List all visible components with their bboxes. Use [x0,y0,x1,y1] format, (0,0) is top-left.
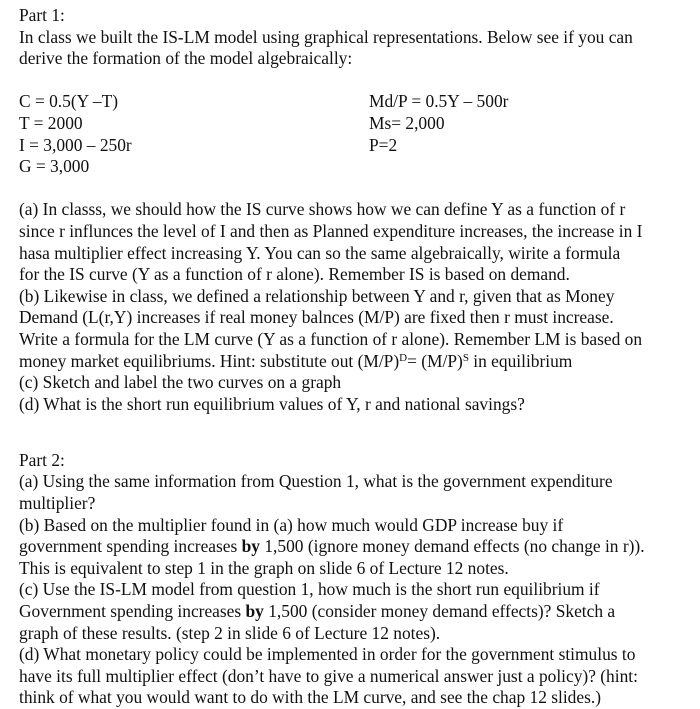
question-line: think of what you would want to do with the LM curve, and see the chap 12 slides.) [19,687,601,708]
question-line: graph of these results. (step 2 in slide 6 of Lecture 12 notes). [19,622,441,643]
part1-questions [19,199,689,415]
equation-taxes: T = 2000 [19,112,83,133]
question-line: (a) Using the same information from Question 1, what is the government expenditure [19,471,613,492]
part2-section [19,450,689,709]
question-line: (d) What monetary policy could be implemented in order for the government stimulus to [19,644,636,665]
part1-heading: Part 1: [19,5,65,25]
question-line: Government spending increases by 1,500 (consider money demand effects)? Sketch a [19,601,616,622]
question-line: multiplier? [19,493,96,514]
equation-government: G = 3,000 [19,156,90,177]
equation-money-demand: Md/P = 0.5Y – 500r [369,91,509,112]
part1-intro-line: derive the formation of the model algebraically: [19,48,353,69]
question-line: (c) Sketch and label the two curves on a graph [19,372,342,393]
question-line: This is equivalent to step 1 in the graph on slide 6 of Lecture 12 notes. [19,557,509,578]
equation-consumption: C = 0.5(Y –T) [19,91,119,112]
part1-intro-line: In class we built the IS-LM model using graphical representations. Below see if you can [19,26,633,47]
question-line: government spending increases by 1,500 (ignore money demand effects (no change in r)). [19,536,645,557]
question-line: since r influnces the level of I and then as Planned expenditure increases, the increase in I [19,220,643,241]
spacer [19,70,689,92]
document [19,5,689,709]
question-line: hasa multiplier effect increasing Y. You can so the same algebraically, wirite a formula [19,242,621,263]
spacer [19,437,689,450]
equations-block [19,91,689,177]
question-line: (b) Based on the multiplier found in (a) how much would GDP increase buy if [19,514,564,535]
question-line: have its full multiplier effect (don’t have to give a numerical answer just a policy)? (hint: [19,665,638,686]
question-line: (a) In classs, we should how the IS curve shows how we can define Y as a function of r [19,199,626,220]
hint-line: money market equilibriums. Hint: substitute out $(M/P)^D= (M/P)^S$ in equilibrium [19,350,573,371]
equations-right [369,91,669,177]
equation-investment: I = 3,000 – 250r [19,134,132,155]
equation-money-supply: Ms= 2,000 [369,112,445,133]
question-line: Write a formula for the LM curve (Y as a function of r alone). Remember LM is based on [19,328,643,349]
question-line: (d) What is the short run equilibrium values of Y, r and national savings? [19,393,525,414]
part2-heading: Part 2: [19,449,65,470]
equation-price-level: P=2 [369,134,398,155]
question-line: (b) Likewise in class, we defined a relationship between Y and r, given that as Money [19,285,615,306]
equations-left [19,91,369,177]
question-line: Demand (L(r,Y) increases if real money balnces (M/P) are fixed then r must increase. [19,307,614,328]
spacer [19,178,689,200]
spacer [19,415,689,437]
question-line: (c) Use the IS-LM model from question 1, how much is the short run equilibrium if [19,579,600,600]
question-line: for the IS curve (Y as a function of r alone). Remember IS is based on demand. [19,264,570,285]
